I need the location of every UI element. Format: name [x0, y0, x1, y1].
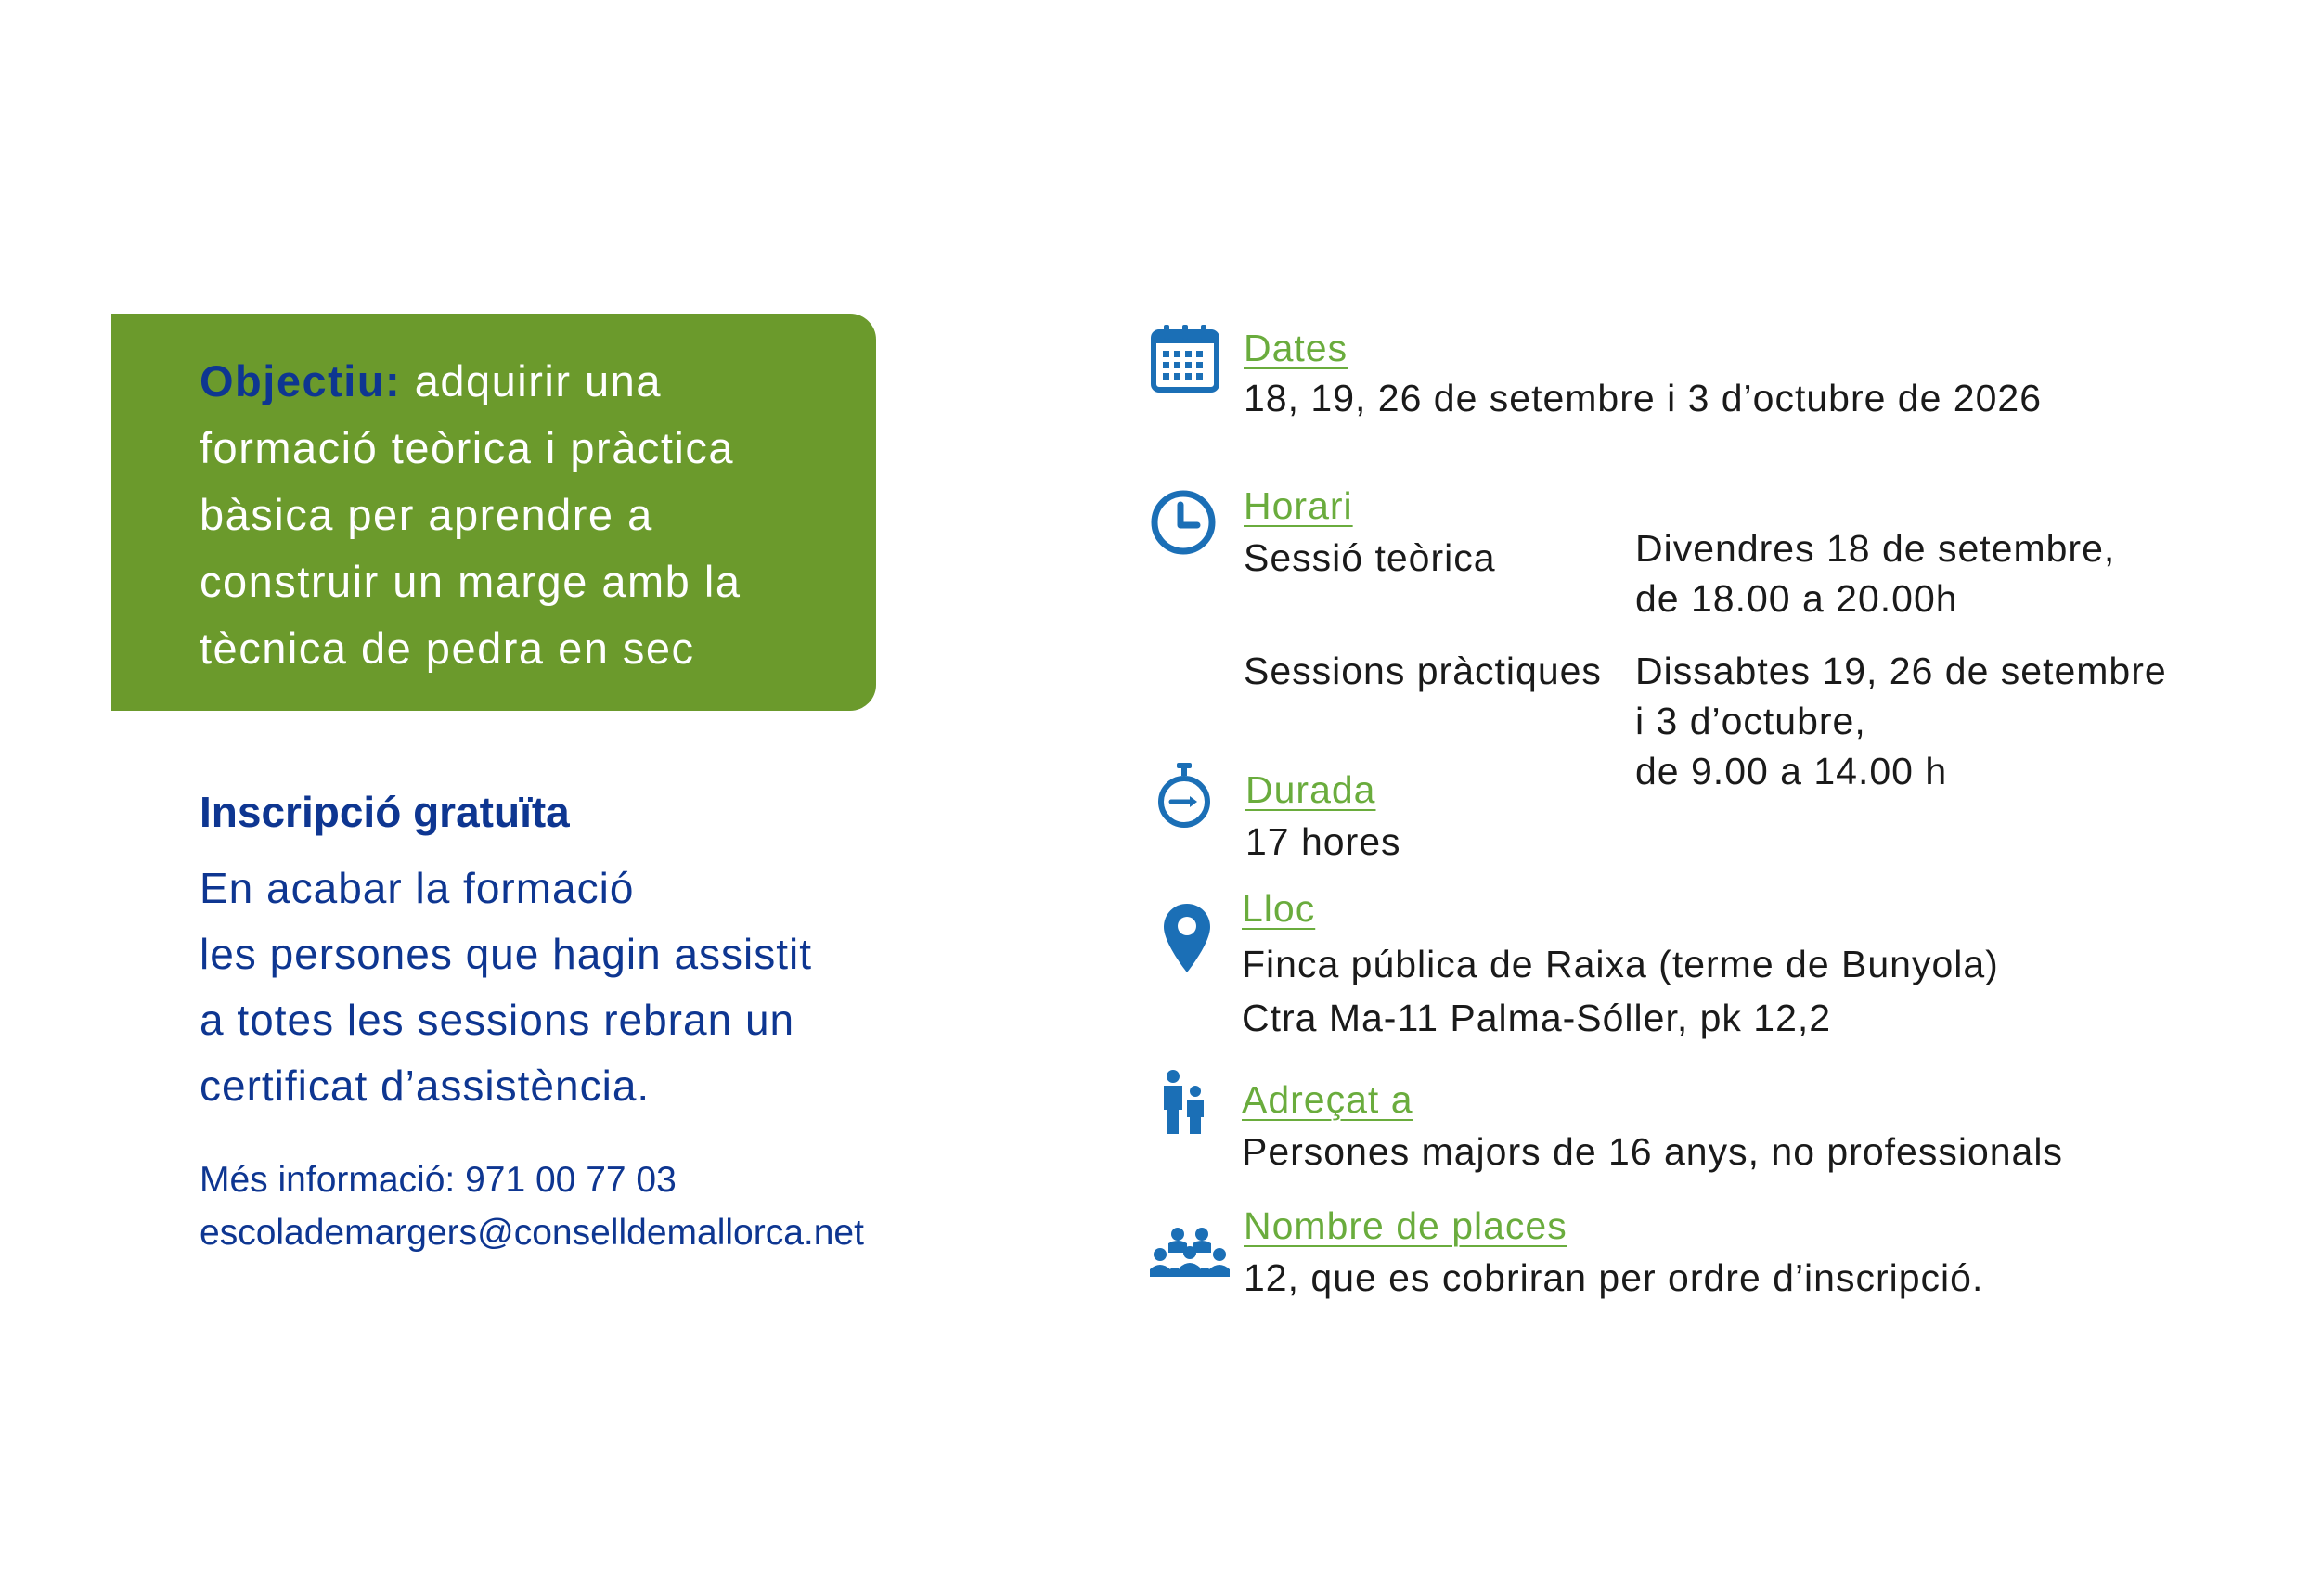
- inscription-line: En acabar la formació: [200, 864, 635, 912]
- places-label: Nombre de places: [1244, 1204, 1567, 1247]
- place-line: Finca pública de Raixa (terme de Bunyola): [1242, 943, 1999, 985]
- audience-label: Adreçat a: [1242, 1078, 1413, 1121]
- clock-icon: [1149, 488, 1218, 557]
- theory-session-label: Sessió teòrica: [1244, 536, 1496, 579]
- places-value: 12, que es cobriran per ordre d’inscripció.: [1244, 1256, 1984, 1299]
- people-icon: [1160, 1069, 1208, 1136]
- inscription-line: certificat d’assistència.: [200, 1062, 651, 1110]
- theory-session-line: Divendres 18 de setembre,: [1635, 527, 2116, 570]
- inscription-line: les persones que hagin assistit: [200, 930, 813, 978]
- practice-session-line: de 9.00 a 14.00 h: [1635, 750, 1948, 792]
- calendar-icon: [1149, 323, 1221, 395]
- inscription-title: Inscripció gratuïta: [200, 788, 570, 836]
- objective-line: formació teòrica i pràctica: [200, 423, 734, 472]
- objective-line: construir un marge amb la: [200, 557, 742, 606]
- duration-label: Durada: [1245, 768, 1376, 811]
- objective-line: bàsica per aprendre a: [200, 490, 653, 539]
- practice-sessions-label: Sessions pràctiques: [1244, 650, 1602, 692]
- place-line: Ctra Ma-11 Palma-Sóller, pk 12,2: [1242, 997, 1832, 1039]
- inscription-line: a totes les sessions rebran un: [200, 996, 795, 1044]
- dates-label: Dates: [1244, 327, 1348, 369]
- theory-session-line: de 18.00 a 20.00h: [1635, 577, 1958, 620]
- contact-email[interactable]: escolademargers@conselldemallorca.net: [200, 1213, 864, 1253]
- group-icon: [1149, 1227, 1231, 1279]
- objective-label: Objectiu:: [200, 356, 402, 405]
- practice-session-line: i 3 d’octubre,: [1635, 700, 1866, 742]
- objective-text: [200, 348, 868, 682]
- duration-value: 17 hores: [1245, 820, 1401, 863]
- practice-session-line: Dissabtes 19, 26 de setembre: [1635, 650, 2167, 692]
- audience-value: Persones majors de 16 anys, no professionals: [1242, 1130, 2063, 1173]
- objective-line: adquirir una: [401, 356, 662, 405]
- stopwatch-icon: [1155, 761, 1214, 831]
- dates-value: 18, 19, 26 de setembre i 3 d’octubre de 2026: [1244, 377, 2043, 419]
- place-label: Lloc: [1242, 887, 1316, 930]
- schedule-label: Horari: [1244, 484, 1353, 527]
- inscription-body: [200, 856, 812, 1119]
- contact-phone: Més informació: 971 00 77 03: [200, 1160, 677, 1200]
- location-pin-icon: [1162, 902, 1212, 974]
- objective-line: tècnica de pedra en sec: [200, 624, 695, 673]
